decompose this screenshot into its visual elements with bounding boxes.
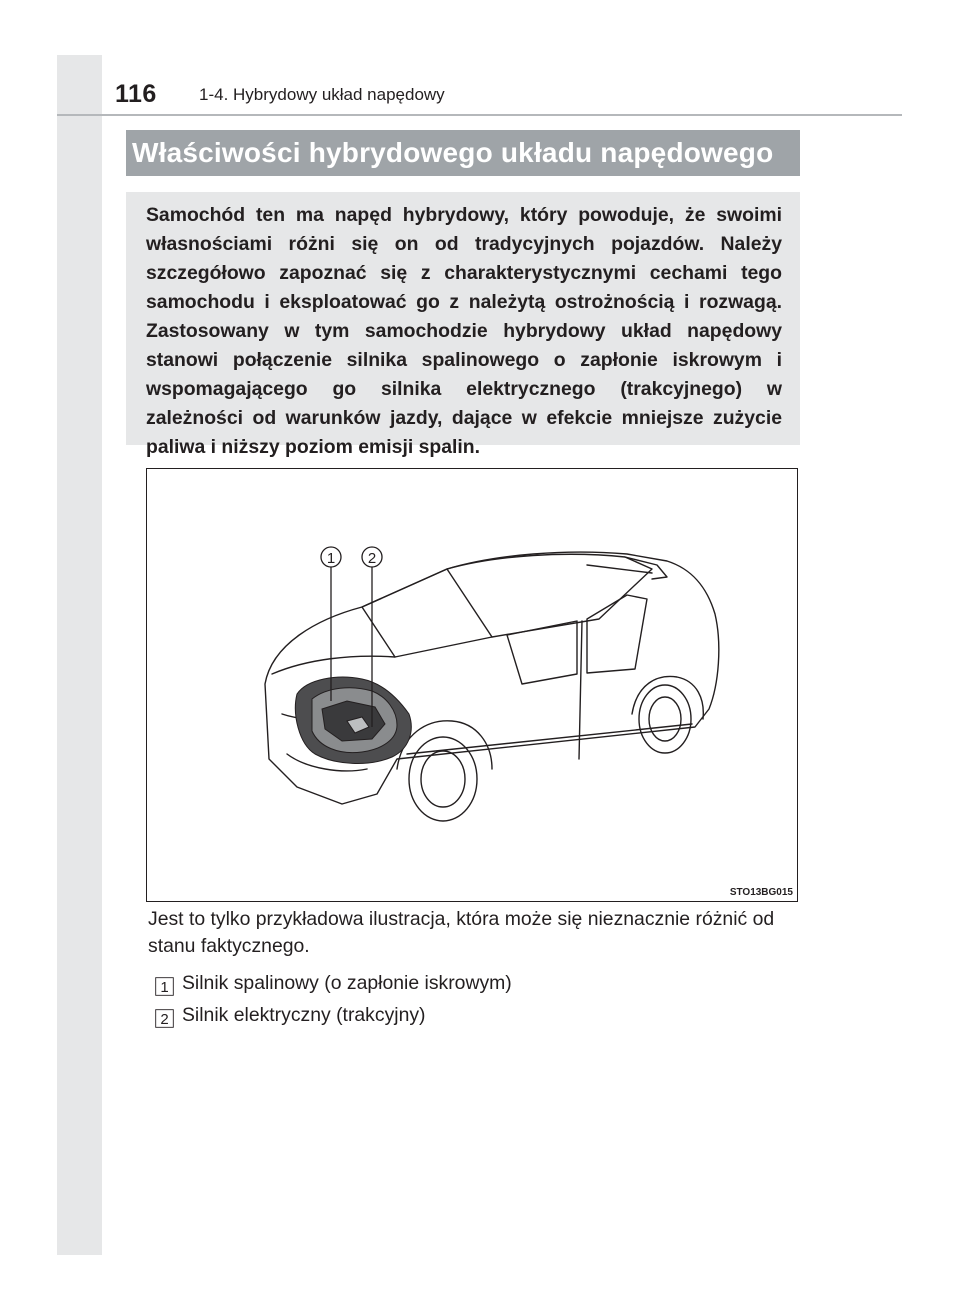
legend-label: Silnik elektryczny (trakcyjny) (182, 1003, 426, 1026)
intro-box (126, 192, 800, 458)
side-strip (57, 55, 102, 1255)
legend-label: Silnik spalinowy (o zapłonie iskrowym) (182, 971, 512, 994)
running-head: 1-4. Hybrydowy układ napędowy (199, 85, 445, 104)
callout-legend (155, 967, 512, 1031)
car-drawing (147, 469, 796, 900)
side-window-front (507, 621, 577, 684)
powertrain-block (295, 677, 411, 763)
number-one-icon (155, 977, 174, 996)
door-line (579, 621, 582, 759)
legend-item (155, 967, 512, 999)
rear-wheel-rim (649, 697, 681, 741)
rear-wheel (639, 685, 691, 753)
section-title: Właściwości hybrydowego układu napędowego (126, 130, 800, 176)
vehicle-illustration (146, 468, 798, 902)
intro-text: Samochód ten ma napęd hybrydowy, który powoduje, że swoimi własnościami różni się on od tradycyjnych pojazdów. Należy szczegółowo zapoznać się z charakterystycznymi cechami tego samochodu i eksploatować go z należytą ostrożnością i rozwagą. Zastosowany w tym samochodzie hybrydowy układ napędowy stanowi połączenie silnika spalinowego o zapłonie iskrowym i wspomagającego go silnika elektrycznego (trakcyjnego) w zależności od warunków jazdy, dające w efekcie mniejsze zużycie paliwa i niższy poziom emisji spalin. (146, 204, 782, 458)
page-number: 116 (115, 80, 157, 108)
figure-code: STO13BG015 (729, 887, 793, 898)
figure-caption: Jest to tylko przykładowa ilustracja, która może się nieznacznie różnić od stanu faktycznego. (148, 908, 775, 957)
sill-line (407, 724, 692, 754)
front-wheel-rim (421, 751, 465, 807)
svg-text:1: 1 (160, 978, 169, 996)
legend-item (155, 999, 512, 1031)
roof-line (447, 554, 652, 637)
roof-rail (587, 565, 652, 573)
svg-text:2: 2 (160, 1010, 169, 1028)
windshield (362, 569, 492, 657)
side-window-rear (587, 595, 647, 673)
callout-1-label: 1 (326, 550, 336, 567)
header-rule (57, 114, 902, 116)
callout-2-label: 2 (367, 550, 377, 567)
number-two-icon (155, 1009, 174, 1028)
hood-line (272, 656, 395, 674)
